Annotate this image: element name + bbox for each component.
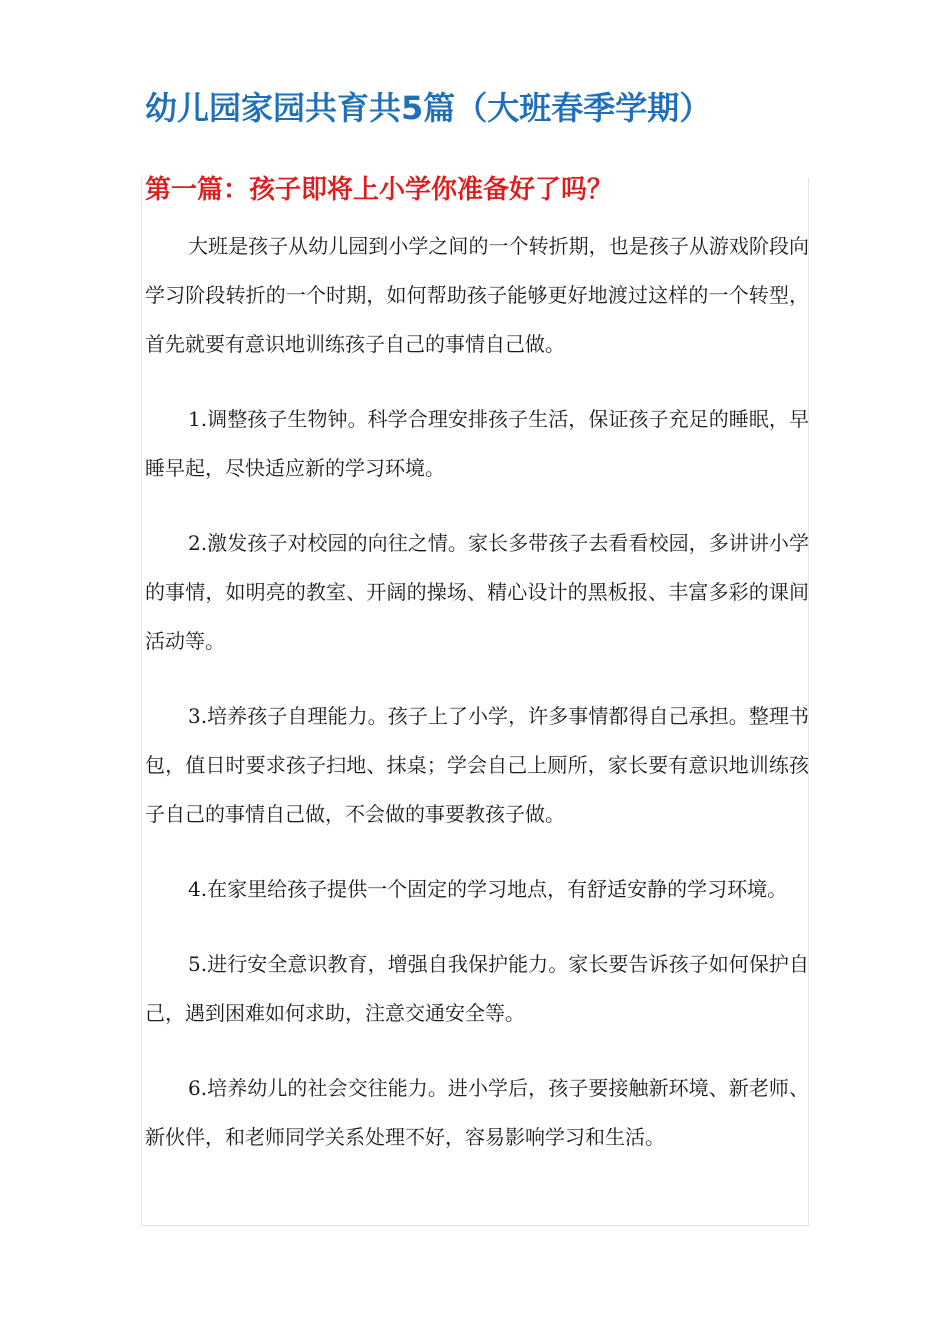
tip-paragraph-1: 1.调整孩子生物钟。科学合理安排孩子生活，保证孩子充足的睡眠，早睡早起，尽快适应新的学习环境。 (145, 407, 809, 480)
article-body (145, 222, 809, 1188)
tip-paragraph-3: 3.培养孩子自理能力。孩子上了小学，许多事情都得自己承担。整理书包，值日时要求孩子扫地、抹桌；学会自己上厕所，家长要有意识地训练孩子自己的事情自己做，不会做的事要教孩子做。 (145, 704, 809, 826)
intro-paragraph: 大班是孩子从幼儿园到小学之间的一个转折期，也是孩子从游戏阶段向学习阶段转折的一个时期，如何帮助孩子能够更好地渡过这样的一个转型，首先就要有意识地训练孩子自己的事情自己做。 (145, 234, 809, 356)
document-title: 幼儿园家园共育共5篇（大班春季学期） (145, 89, 712, 127)
tip-paragraph-2: 2.激发孩子对校园的向往之情。家长多带孩子去看看校园，多讲讲小学的事情，如明亮的教室、开阔的操场、精心设计的黑板报、丰富多彩的课间活动等。 (145, 531, 809, 653)
tip-paragraph-5: 5.进行安全意识教育，增强自我保护能力。家长要告诉孩子如何保护自己，遇到困难如何求助，注意交通安全等。 (145, 952, 809, 1025)
tip-paragraph-6: 6.培养幼儿的社会交往能力。进小学后，孩子要接触新环境、新老师、新伙伴，和老师同学关系处理不好，容易影响学习和生活。 (145, 1076, 809, 1149)
section-heading: 第一篇：孩子即将上小学你准备好了吗？ (145, 175, 614, 205)
tip-paragraph-4: 4.在家里给孩子提供一个固定的学习地点，有舒适安静的学习环境。 (188, 877, 788, 901)
